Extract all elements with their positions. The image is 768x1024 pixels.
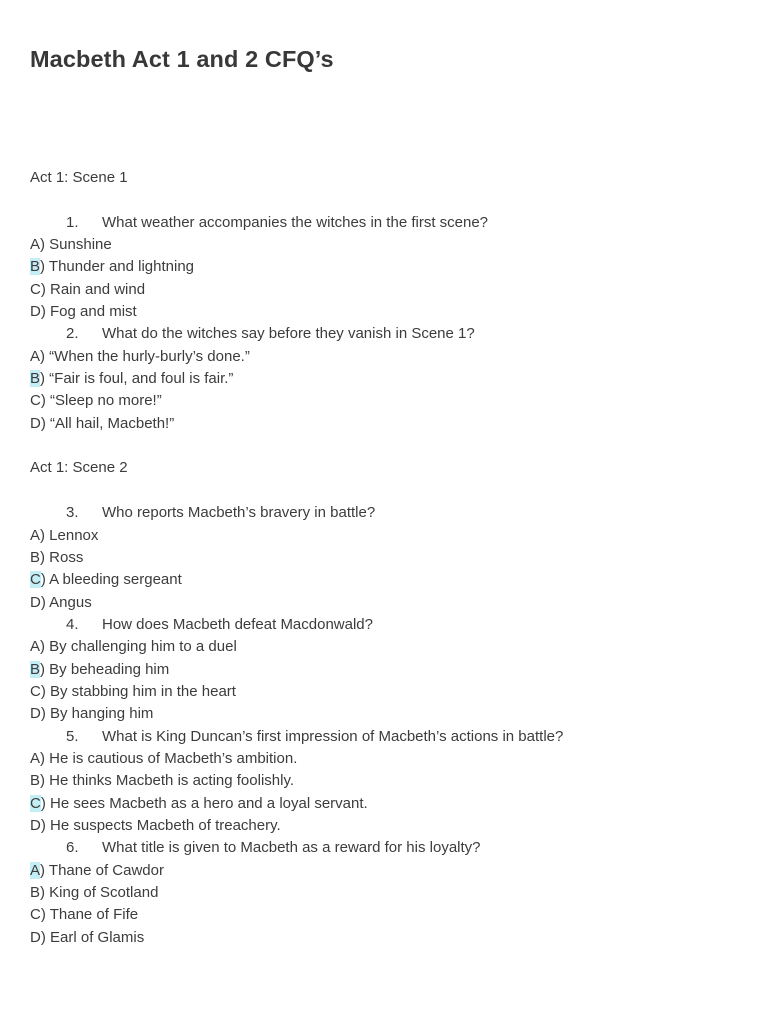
- question-text: Who reports Macbeth’s bravery in battle?: [102, 504, 376, 522]
- answer-letter: A: [30, 526, 41, 544]
- answer-letter: B: [30, 548, 41, 566]
- answer-text: ) Fog and mist: [40, 303, 137, 321]
- answer-option: [30, 569, 748, 591]
- answer-letter-highlighted: B: [30, 660, 41, 678]
- section-heading: Act 1: Scene 2: [30, 459, 128, 477]
- answer-text: ) By beheading him: [40, 660, 170, 678]
- answer-letter-highlighted: C: [30, 571, 41, 589]
- answer-letter: C: [30, 682, 41, 700]
- answer-text: ) “Sleep no more!”: [40, 392, 162, 410]
- question-text: How does Macbeth defeat Macdonwald?: [102, 615, 373, 633]
- answer-letter: D: [30, 928, 41, 946]
- answer-text: ) Thane of Fife: [40, 906, 139, 924]
- answer-text: ) “When the hurly-burly’s done.”: [40, 347, 250, 365]
- answer-option: [30, 592, 748, 614]
- answer-text: ) King of Scotland: [40, 884, 159, 901]
- answer-text: ) “Fair is foul, and foul is fair.”: [40, 370, 234, 388]
- answer-text: ) Ross: [40, 548, 84, 566]
- answer-letter: C: [30, 906, 41, 924]
- answer-letter: A: [30, 347, 41, 365]
- answer-text: ) Lennox: [40, 526, 99, 544]
- blank-line: [30, 189, 748, 211]
- answer-text: ) A bleeding sergeant: [40, 571, 182, 589]
- answer-text: ) Thunder and lightning: [40, 258, 195, 276]
- answer-option: [30, 256, 748, 278]
- answer-option: [30, 390, 748, 412]
- answer-option: [30, 279, 748, 301]
- answer-option: [30, 793, 748, 815]
- section-heading: Act 1: Scene 1: [30, 169, 128, 186]
- document-title: Macbeth Act 1 and 2 CFQ’s: [30, 46, 334, 72]
- answer-text: ) By challenging him to a duel: [40, 638, 237, 656]
- answer-letter: A: [30, 638, 41, 656]
- answer-letter: B: [30, 772, 41, 790]
- answer-option: [30, 703, 748, 725]
- question-text: What do the witches say before they vanish in Scene 1?: [102, 325, 475, 343]
- answer-option: [30, 882, 748, 904]
- answer-letter-highlighted: C: [30, 794, 41, 812]
- answer-letter: C: [30, 392, 41, 410]
- answer-option: [30, 815, 748, 837]
- answer-text: ) Angus: [40, 593, 92, 611]
- answer-text: ) “All hail, Macbeth!”: [40, 414, 175, 432]
- answer-option: [30, 636, 748, 658]
- answer-text: ) Thane of Cawdor: [40, 861, 164, 879]
- blank-line: [30, 480, 748, 502]
- answer-option: [30, 681, 748, 703]
- answer-text: ) Sunshine: [40, 236, 112, 254]
- answer-letter: D: [30, 593, 41, 611]
- question-number: 2.: [66, 325, 79, 343]
- answer-option: [30, 547, 748, 569]
- answer-option: [30, 413, 748, 435]
- question-number: 3.: [66, 504, 79, 522]
- answer-letter: C: [30, 280, 41, 298]
- answer-letter: A: [30, 749, 41, 767]
- answer-option: [30, 770, 748, 792]
- question-item: [30, 726, 748, 748]
- answer-text: ) He thinks Macbeth is acting foolishly.: [40, 772, 295, 790]
- question-text: What weather accompanies the witches in the first scene?: [102, 213, 489, 231]
- blank-line: [30, 435, 748, 457]
- answer-letter: D: [30, 705, 41, 723]
- question-item: [30, 323, 748, 345]
- answer-option: [30, 659, 748, 681]
- answer-option: [30, 525, 748, 547]
- answer-text: ) Rain and wind: [40, 280, 146, 298]
- document-body: [30, 167, 748, 949]
- answer-option: [30, 748, 748, 770]
- answer-letter: B: [30, 884, 41, 901]
- answer-letter: D: [30, 303, 41, 321]
- question-item: [30, 614, 748, 636]
- answer-text: ) By hanging him: [40, 705, 154, 723]
- answer-option: [30, 927, 748, 949]
- question-item: [30, 212, 748, 234]
- question-number: 1.: [66, 213, 79, 231]
- answer-text: ) He sees Macbeth as a hero and a loyal servant.: [40, 794, 368, 812]
- answer-letter-highlighted: B: [30, 370, 41, 388]
- answer-letter: D: [30, 414, 41, 432]
- answer-option: [30, 368, 748, 390]
- question-number: 4.: [66, 615, 79, 633]
- answer-text: ) He suspects Macbeth of treachery.: [40, 816, 281, 834]
- answer-text: ) By stabbing him in the heart: [40, 682, 236, 700]
- answer-text: ) Earl of Glamis: [40, 928, 145, 946]
- question-item: [30, 502, 748, 524]
- answer-option: [30, 301, 748, 323]
- question-text: What title is given to Macbeth as a reward for his loyalty?: [102, 839, 481, 857]
- answer-option: [30, 234, 748, 256]
- answer-letter-highlighted: B: [30, 258, 41, 276]
- question-text: What is King Duncan’s first impression of Macbeth’s actions in battle?: [102, 727, 564, 745]
- question-item: [30, 837, 748, 859]
- answer-option: [30, 346, 748, 368]
- answer-letter: D: [30, 816, 41, 834]
- answer-letter: A: [30, 236, 41, 254]
- answer-text: ) He is cautious of Macbeth’s ambition.: [40, 749, 298, 767]
- answer-letter-highlighted: A: [30, 861, 41, 879]
- answer-option: [30, 860, 748, 882]
- question-number: 6.: [66, 839, 79, 857]
- answer-option: [30, 904, 748, 926]
- question-number: 5.: [66, 727, 79, 745]
